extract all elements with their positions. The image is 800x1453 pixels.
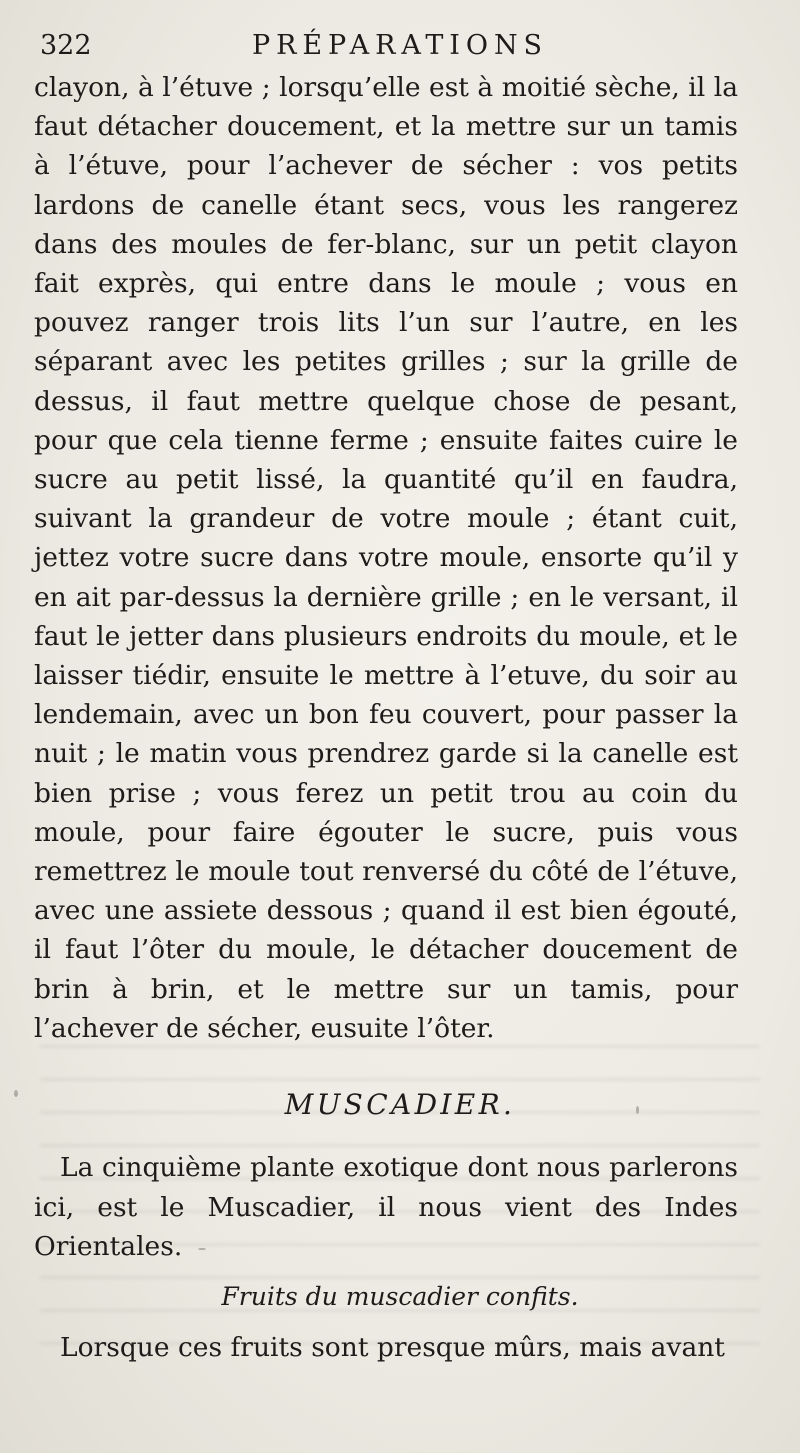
section-paragraph: La cinquième plante exotique dont nous parlerons ici, est le Muscadier, il nous vient des Indes Orientales. <box>34 1152 738 1262</box>
body-paragraph: clayon, à l’étuve ; lorsqu’elle est à moitié sèche, il la faut détacher doucement, et la mettre sur un tamis à l’étuve, pour l’achever de sécher : vos petits lardons de canelle étant secs, vous les rangerez dans des moules de fer-blanc, sur un petit clayon fait exprès, qui entre dans le moule ; vous en pouvez ranger trois lits l’un sur l’autre, en les séparant avec les petites grilles ; sur la grille de dessus, il faut mettre quelque chose de pesant, pour que cela tienne ferme ; ensuite faites cuire le sucre au petit lissé, la quantité qu’il en faudra, suivant la grandeur de votre moule ; étant cuit, jettez votre sucre dans votre moule, ensorte qu’il y en ait par-dessus la dernière grille ; en le versant, il faut le jetter dans plusieurs endroits du moule, et le laisser tiédir, ensuite le mettre à l’etuve, du soir au lendemain, avec un bon feu couvert, pour passer la nuit ; le matin vous prendrez garde si la canelle est bien prise ; vous ferez un petit trou au coin du moule, pour faire égouter le sucre, puis vous remettrez le moule tout renversé du côté de l’étuve, avec une assiete dessous ; quand il est bien égouté, il faut l’ôter du moule, le détacher doucement de brin à brin, et le mettre sur un tamis, pour l’achever de sécher, eusuite l’ôter. <box>34 72 738 1044</box>
page-header <box>40 26 760 66</box>
continuation-line: Lorsque ces fruits sont presque mûrs, mais avant <box>60 1332 725 1363</box>
ink-speck <box>198 1248 206 1250</box>
section-title: MUSCADIER. <box>284 1088 516 1121</box>
subsection-title: Fruits du muscadier confits. <box>221 1282 579 1311</box>
page-number: 322 <box>40 30 92 61</box>
ink-speck <box>14 1090 18 1097</box>
ink-speck <box>636 1106 639 1114</box>
running-title: PRÉPARATIONS <box>252 30 548 61</box>
